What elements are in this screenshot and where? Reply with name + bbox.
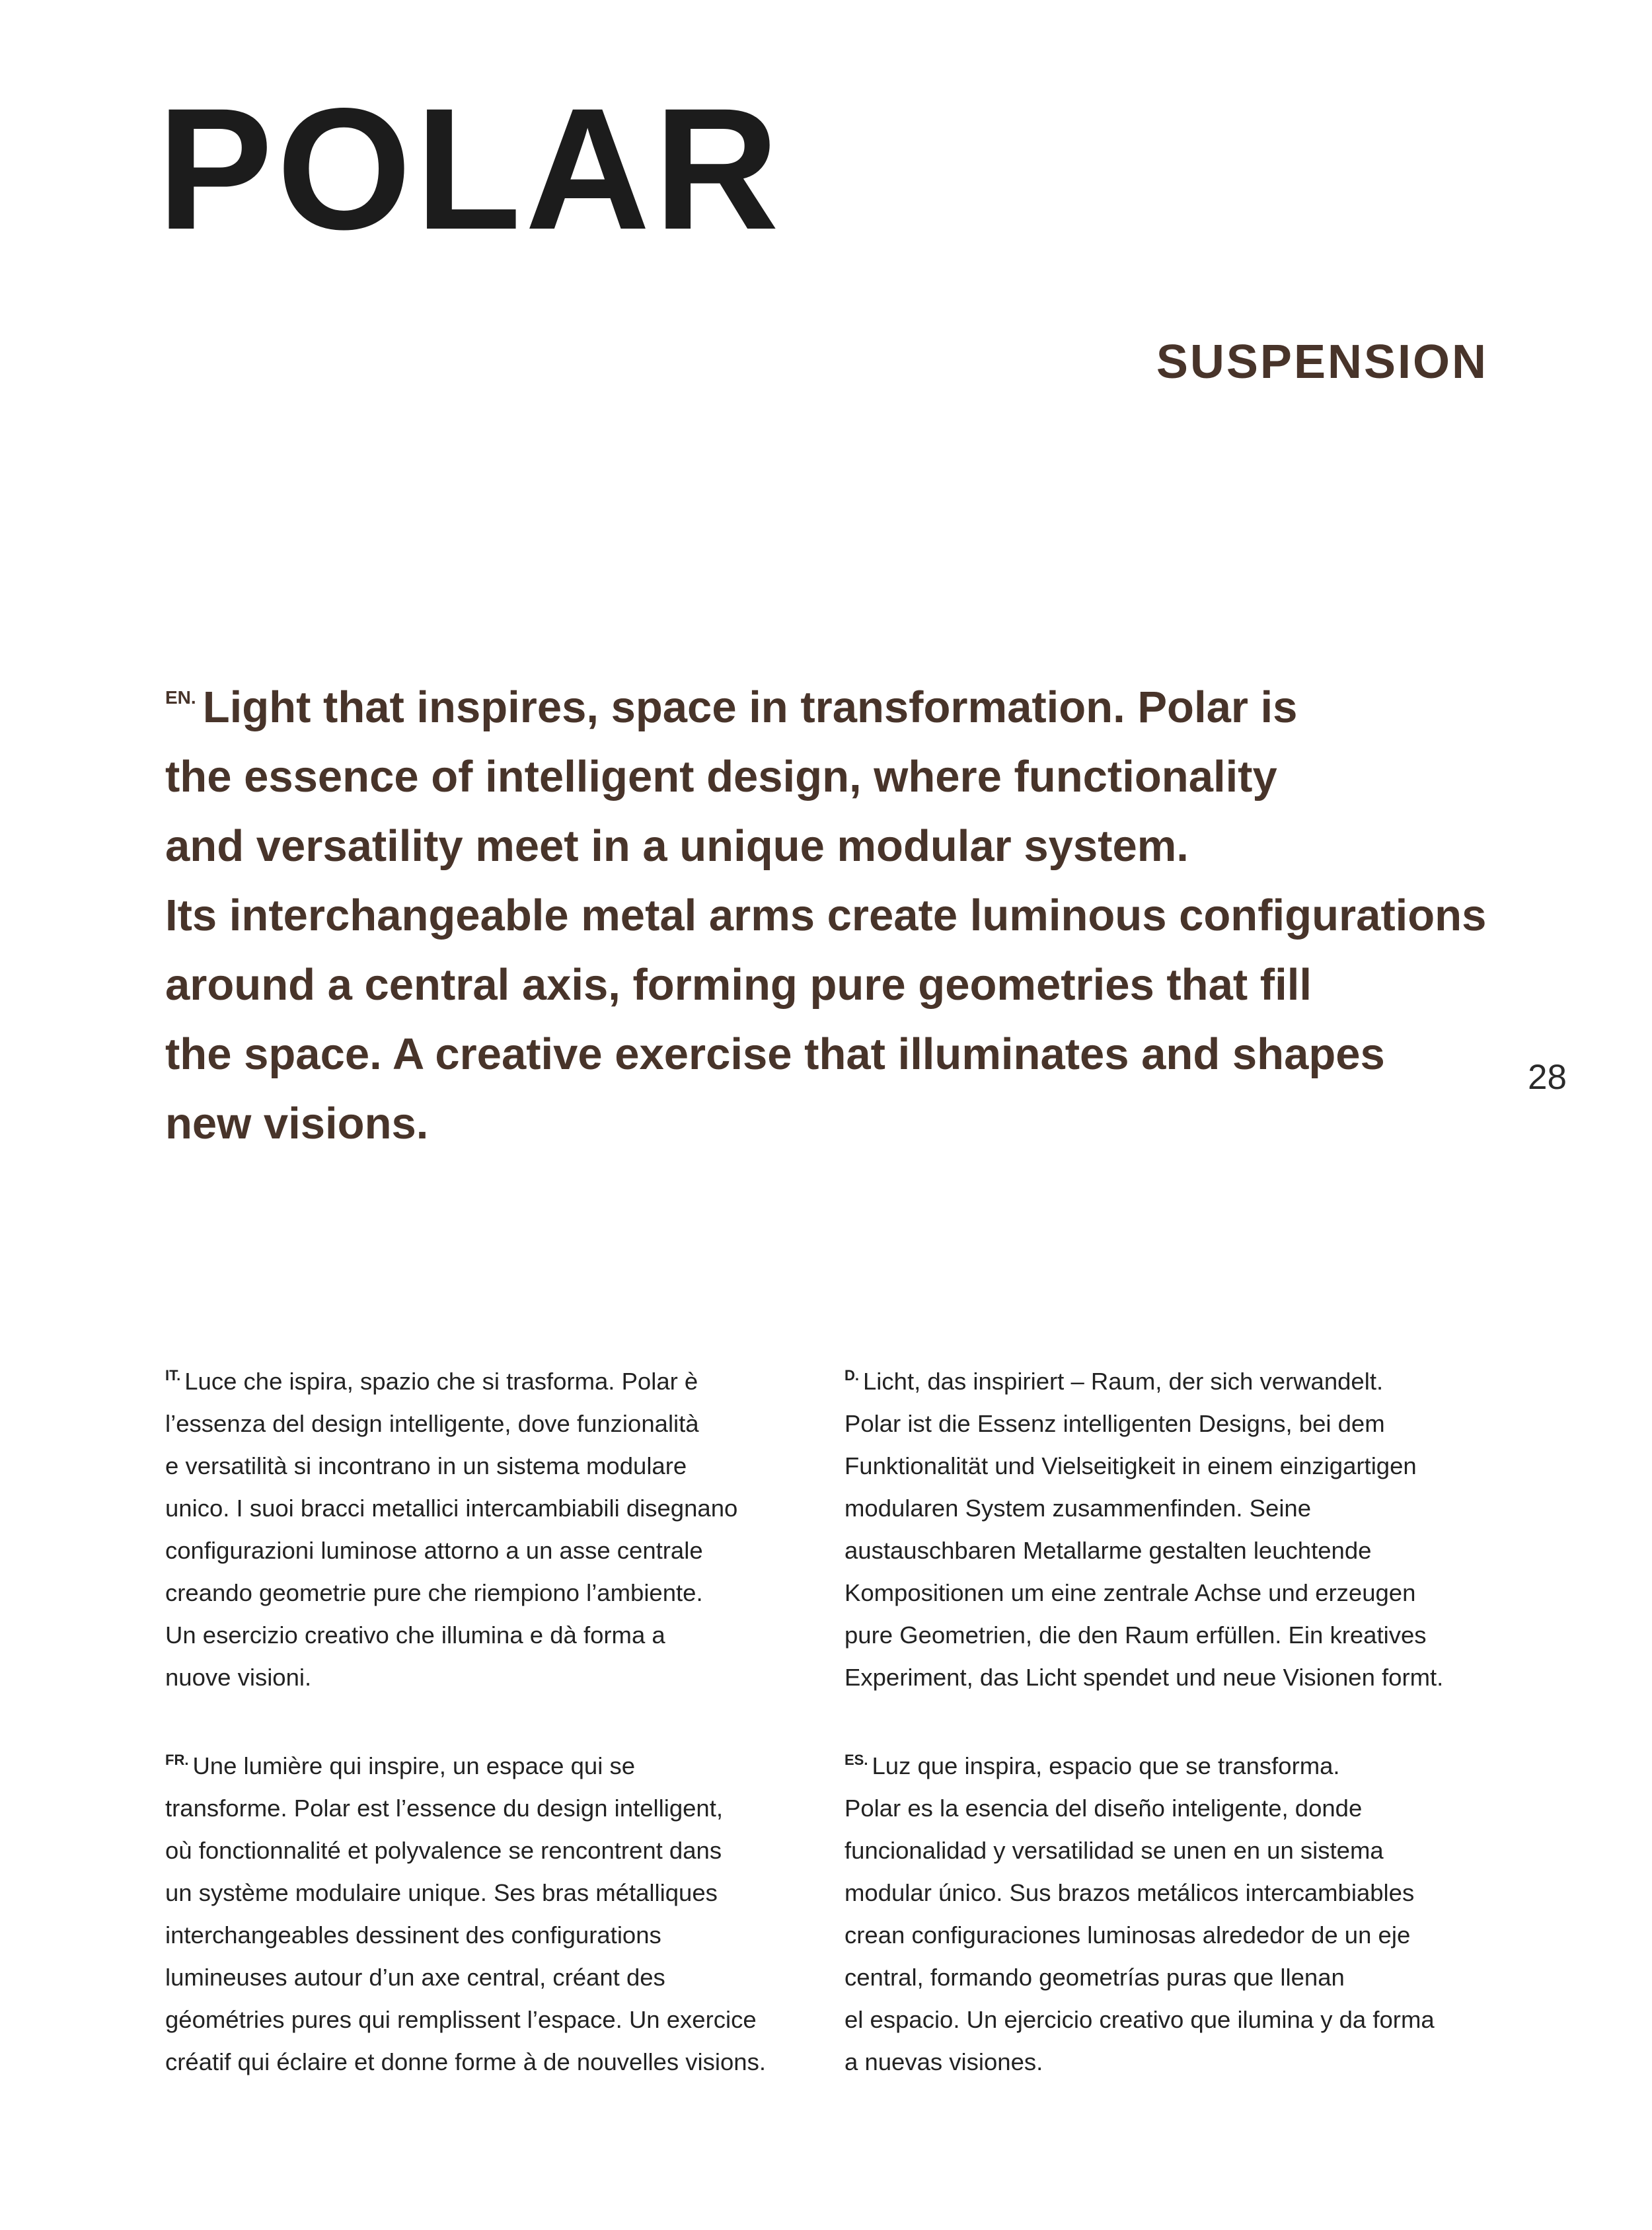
text-block-spanish — [845, 1739, 1499, 2083]
block-line: funcionalidad y versatilidad se unen en un sistema — [845, 1837, 1384, 1864]
block-line: l’essenza del design intelligente, dove funzionalità — [165, 1410, 699, 1437]
block-line — [165, 1739, 819, 1787]
intro-line: the space. A creative exercise that illuminates and shapes — [165, 1029, 1385, 1079]
block-line: Experiment, das Licht spendet und neue Visionen formt. — [845, 1664, 1444, 1691]
intro-line: around a central axis, forming pure geometries that fill — [165, 960, 1312, 1010]
block-line: transforme. Polar est l’essence du design intelligent, — [165, 1795, 724, 1822]
page-title: POLAR — [157, 72, 783, 266]
block-line: où fonctionnalité et polyvalence se rencontrent dans — [165, 1837, 722, 1864]
block-line: nuove visioni. — [165, 1664, 312, 1691]
block-line-text: Licht, das inspiriert – Raum, der sich verwandelt. — [863, 1368, 1384, 1395]
block-line: créatif qui éclaire et donne forme à de nouvelles visions. — [165, 2048, 766, 2075]
intro-line-text: Light that inspires, space in transformation. Polar is — [202, 683, 1298, 732]
text-block-italian — [165, 1355, 819, 1699]
block-line: Polar ist die Essenz intelligenten Designs, bei dem — [845, 1410, 1385, 1437]
block-line: central, formando geometrías puras que llenan — [845, 1964, 1345, 1991]
block-line: un système modulaire unique. Ses bras métalliques — [165, 1879, 718, 1906]
block-line: unico. I suoi bracci metallici intercambiabili disegnano — [165, 1495, 738, 1522]
intro-line: Its interchangeable metal arms create luminous configurations — [165, 891, 1487, 940]
block-line: configurazioni luminose attorno a un asse centrale — [165, 1537, 703, 1564]
language-tag-fr: FR. — [165, 1752, 189, 1768]
block-line — [845, 1355, 1499, 1403]
block-line: el espacio. Un ejercicio creativo que ilumina y da forma — [845, 2006, 1435, 2033]
block-line: lumineuses autour d’un axe central, créant des — [165, 1964, 665, 1991]
block-line — [845, 1739, 1499, 1787]
block-line: interchangeables dessinent des configurations — [165, 1921, 661, 1949]
block-line: Un esercizio creativo che illumina e dà forma a — [165, 1621, 665, 1649]
block-line: modular único. Sus brazos metálicos intercambiables — [845, 1879, 1415, 1906]
block-line: pure Geometrien, die den Raum erfüllen. Ein kreatives — [845, 1621, 1427, 1649]
intro-line: and versatility meet in a unique modular system. — [165, 821, 1189, 871]
block-line: Kompositionen um eine zentrale Achse und erzeugen — [845, 1579, 1416, 1606]
block-line-text: Une lumière qui inspire, un espace qui se — [192, 1752, 635, 1779]
block-line-text: Luce che ispira, spazio che si trasforma. Polar è — [184, 1368, 698, 1395]
block-line: austauschbaren Metallarme gestalten leuchtende — [845, 1537, 1372, 1564]
language-tag-es: ES. — [845, 1752, 868, 1768]
block-line: creando geometrie pure che riempiono l’ambiente. — [165, 1579, 703, 1606]
intro-line — [165, 663, 1487, 742]
intro-en — [165, 663, 1487, 1158]
text-block-french — [165, 1739, 819, 2083]
block-line: e versatilità si incontrano in un sistema modulare — [165, 1452, 687, 1479]
block-line: géométries pures qui remplissent l’espace. Un exercice — [165, 2006, 757, 2033]
category-label: SUSPENSION — [1156, 336, 1488, 389]
language-tag-it: IT. — [165, 1367, 181, 1384]
block-line: crean configuraciones luminosas alrededor de un eje — [845, 1921, 1411, 1949]
intro-line: new visions. — [165, 1099, 429, 1148]
block-line: Polar es la esencia del diseño inteligente, donde — [845, 1795, 1363, 1822]
block-line-text: Luz que inspira, espacio que se transforma. — [872, 1752, 1340, 1779]
block-line: modularen System zusammenfinden. Seine — [845, 1495, 1312, 1522]
block-line: Funktionalität und Vielseitigkeit in einem einzigartigen — [845, 1452, 1417, 1479]
block-line — [165, 1355, 819, 1403]
language-tag-de: D. — [845, 1367, 859, 1384]
page-number: 28 — [1528, 1058, 1567, 1097]
language-tag-en: EN. — [165, 687, 196, 708]
block-line: a nuevas visiones. — [845, 2048, 1043, 2075]
text-block-german — [845, 1355, 1499, 1699]
intro-line: the essence of intelligent design, where functionality — [165, 752, 1277, 801]
